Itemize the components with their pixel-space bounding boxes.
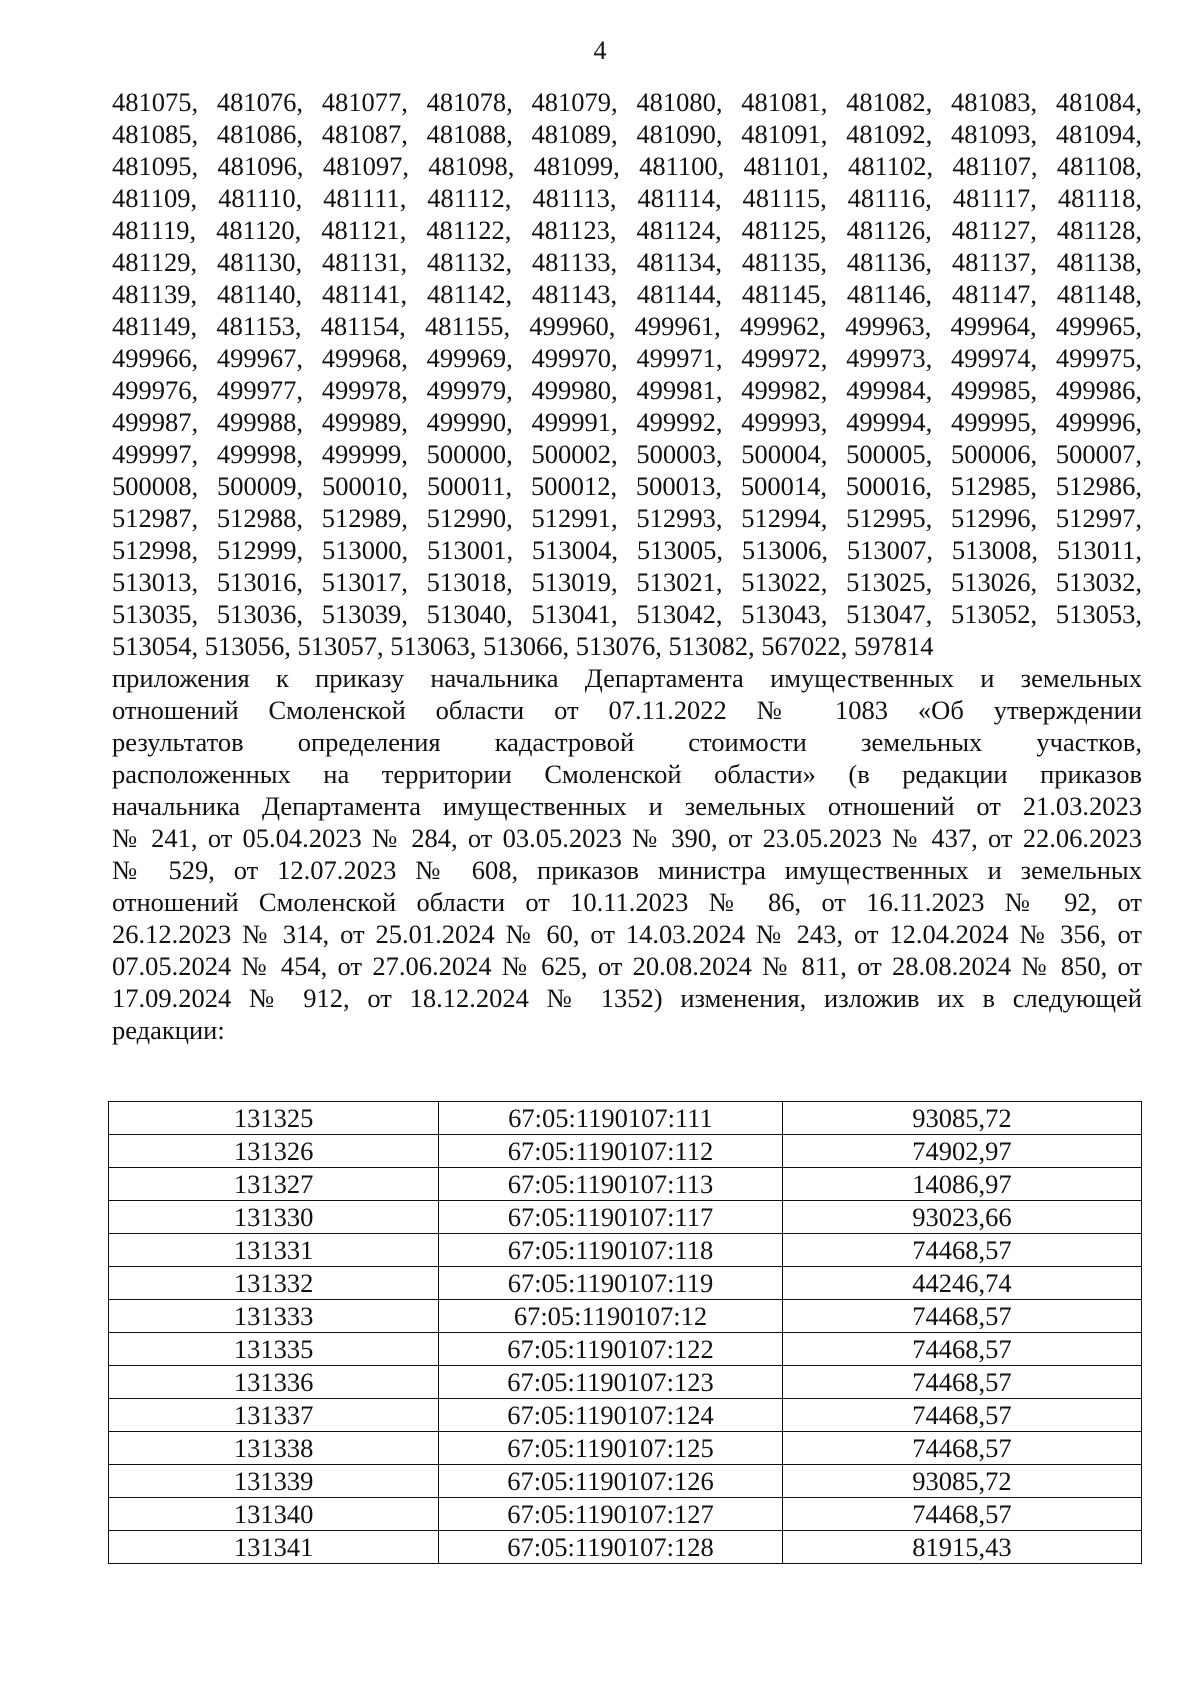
text-line: 481139, 481140, 481141, 481142, 481143, 481144, 481145, 481146, 481147, 481148, — [112, 279, 1142, 309]
cadastral-value-cell: 74468,57 — [782, 1366, 1141, 1399]
text-line: приложения к приказу начальника Департамента имущественных и земельных — [112, 663, 1142, 693]
cadastral-number-cell: 67:05:1190107:113 — [439, 1168, 783, 1201]
text-line: 512998, 512999, 513000, 513001, 513004, 513005, 513006, 513007, 513008, 513011, — [112, 535, 1142, 565]
table-row — [109, 1498, 1142, 1531]
cadastral-value-cell: 74468,57 — [782, 1300, 1141, 1333]
text-line: 07.05.2024 № 454, от 27.06.2024 № 625, от 20.08.2024 № 811, от 28.08.2024 № 850, от — [112, 951, 1142, 981]
cadastral-number-cell: 67:05:1190107:124 — [439, 1399, 783, 1432]
cadastral-value-cell: 74468,57 — [782, 1432, 1141, 1465]
cadastral-value-cell: 74468,57 — [782, 1399, 1141, 1432]
cadastral-value-cell: 93085,72 — [782, 1465, 1141, 1498]
text-line: 513054, 513056, 513057, 513063, 513066, 513076, 513082, 567022, 597814 — [112, 631, 934, 661]
text-line: отношений Смоленской области от 10.11.2023 № 86, от 16.11.2023 № 92, от — [112, 887, 1142, 917]
table-row — [109, 1102, 1142, 1135]
cadastral-value-cell: 74902,97 — [782, 1135, 1141, 1168]
row-number-cell: 131333 — [109, 1300, 439, 1333]
table-row — [109, 1366, 1142, 1399]
table-row — [109, 1135, 1142, 1168]
text-line: 513013, 513016, 513017, 513018, 513019, 513021, 513022, 513025, 513026, 513032, — [112, 567, 1142, 597]
text-line: 481149, 481153, 481154, 481155, 499960, 499961, 499962, 499963, 499964, 499965, — [112, 311, 1142, 341]
cadastral-value-cell: 14086,97 — [782, 1168, 1141, 1201]
row-number-cell: 131330 — [109, 1201, 439, 1234]
row-number-cell: 131327 — [109, 1168, 439, 1201]
text-line: 481095, 481096, 481097, 481098, 481099, 481100, 481101, 481102, 481107, 481108, — [112, 151, 1142, 181]
text-line: начальника Департамента имущественных и земельных отношений от 21.03.2023 — [112, 791, 1142, 821]
cadastral-value-cell: 93085,72 — [782, 1102, 1141, 1135]
cadastral-value-cell: 93023,66 — [782, 1201, 1141, 1234]
cadastral-value-cell: 74468,57 — [782, 1234, 1141, 1267]
cadastral-number-cell: 67:05:1190107:117 — [439, 1201, 783, 1234]
text-line: 481075, 481076, 481077, 481078, 481079, 481080, 481081, 481082, 481083, 481084, — [112, 87, 1142, 117]
cadastral-number-cell: 67:05:1190107:119 — [439, 1267, 783, 1300]
text-line: 499966, 499967, 499968, 499969, 499970, 499971, 499972, 499973, 499974, 499975, — [112, 343, 1142, 373]
text-line: № 529, от 12.07.2023 № 608, приказов министра имущественных и земельных — [112, 855, 1142, 885]
cadastral-number-cell: 67:05:1190107:125 — [439, 1432, 783, 1465]
row-number-cell: 131336 — [109, 1366, 439, 1399]
cadastral-value-table — [108, 1101, 1142, 1564]
cadastral-number-cell: 67:05:1190107:123 — [439, 1366, 783, 1399]
row-number-cell: 131326 — [109, 1135, 439, 1168]
table-row — [109, 1168, 1142, 1201]
page-number: 4 — [593, 36, 607, 65]
cadastral-number-cell: 67:05:1190107:12 — [439, 1300, 783, 1333]
text-line: № 241, от 05.04.2023 № 284, от 03.05.2023 № 390, от 23.05.2023 № 437, от 22.06.2023 — [112, 823, 1142, 853]
table-row — [109, 1399, 1142, 1432]
text-line: результатов определения кадастровой стоимости земельных участков, — [112, 727, 1142, 757]
cadastral-number-cell: 67:05:1190107:122 — [439, 1333, 783, 1366]
cadastral-value-cell: 44246,74 — [782, 1267, 1141, 1300]
cadastral-number-cell: 67:05:1190107:112 — [439, 1135, 783, 1168]
cadastral-value-cell: 74468,57 — [782, 1498, 1141, 1531]
row-number-cell: 131339 — [109, 1465, 439, 1498]
row-number-cell: 131341 — [109, 1531, 439, 1564]
table-body — [109, 1102, 1142, 1564]
cadastral-value-cell: 74468,57 — [782, 1333, 1141, 1366]
table-row — [109, 1201, 1142, 1234]
cadastral-number-cell: 67:05:1190107:118 — [439, 1234, 783, 1267]
text-line: 26.12.2023 № 314, от 25.01.2024 № 60, от 14.03.2024 № 243, от 12.04.2024 № 356, от — [112, 919, 1142, 949]
text-line: 500008, 500009, 500010, 500011, 500012, 500013, 500014, 500016, 512985, 512986, — [112, 471, 1142, 501]
text-line: 481109, 481110, 481111, 481112, 481113, 481114, 481115, 481116, 481117, 481118, — [112, 183, 1142, 213]
table-row — [109, 1300, 1142, 1333]
cadastral-number-cell: 67:05:1190107:126 — [439, 1465, 783, 1498]
cadastral-number-cell: 67:05:1190107:128 — [439, 1531, 783, 1564]
row-number-cell: 131335 — [109, 1333, 439, 1366]
text-line: отношений Смоленской области от 07.11.2022 № 1083 «Об утверждении — [112, 695, 1142, 725]
table-row — [109, 1531, 1142, 1564]
text-line: 513035, 513036, 513039, 513040, 513041, 513042, 513043, 513047, 513052, 513053, — [112, 599, 1142, 629]
cadastral-number-cell: 67:05:1190107:127 — [439, 1498, 783, 1531]
row-number-cell: 131332 — [109, 1267, 439, 1300]
text-line: 499976, 499977, 499978, 499979, 499980, 499981, 499982, 499984, 499985, 499986, — [112, 375, 1142, 405]
text-line: 481119, 481120, 481121, 481122, 481123, 481124, 481125, 481126, 481127, 481128, — [112, 215, 1142, 245]
table-row — [109, 1465, 1142, 1498]
text-line: расположенных на территории Смоленской области» (в редакции приказов — [112, 759, 1142, 789]
text-line: 481085, 481086, 481087, 481088, 481089, 481090, 481091, 481092, 481093, 481094, — [112, 119, 1142, 149]
row-number-cell: 131340 — [109, 1498, 439, 1531]
text-line: 512987, 512988, 512989, 512990, 512991, 512993, 512994, 512995, 512996, 512997, — [112, 503, 1142, 533]
body-text — [112, 86, 1142, 1046]
row-number-cell: 131331 — [109, 1234, 439, 1267]
table-row — [109, 1234, 1142, 1267]
text-line: 499997, 499998, 499999, 500000, 500002, 500003, 500004, 500005, 500006, 500007, — [112, 439, 1142, 469]
text-line: 499987, 499988, 499989, 499990, 499991, 499992, 499993, 499994, 499995, 499996, — [112, 407, 1142, 437]
row-number-cell: 131337 — [109, 1399, 439, 1432]
row-number-cell: 131325 — [109, 1102, 439, 1135]
cadastral-value-cell: 81915,43 — [782, 1531, 1141, 1564]
row-number-cell: 131338 — [109, 1432, 439, 1465]
text-line: редакции: — [112, 1015, 225, 1045]
text-line: 17.09.2024 № 912, от 18.12.2024 № 1352) изменения, изложив их в следующей — [112, 983, 1142, 1013]
table-row — [109, 1267, 1142, 1300]
table-row — [109, 1432, 1142, 1465]
cadastral-number-cell: 67:05:1190107:111 — [439, 1102, 783, 1135]
table-row — [109, 1333, 1142, 1366]
text-line: 481129, 481130, 481131, 481132, 481133, 481134, 481135, 481136, 481137, 481138, — [112, 247, 1142, 277]
